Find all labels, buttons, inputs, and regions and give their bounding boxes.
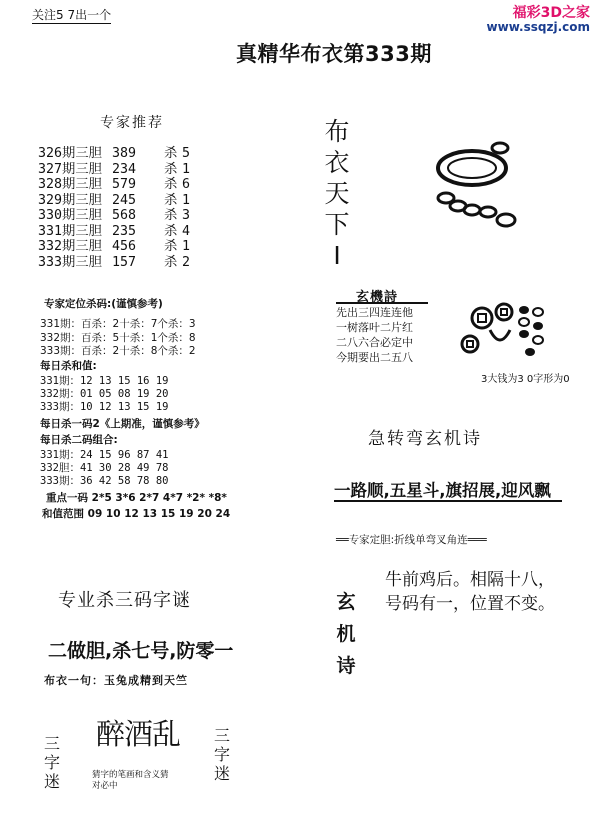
row-nums: 579	[112, 177, 137, 192]
vertical-poem-char: 玄	[336, 591, 356, 613]
row-kill-label: 杀	[164, 208, 178, 223]
recommend-row	[38, 255, 190, 271]
poem-line: 今期要出二五八	[336, 351, 413, 364]
position-kill-row: 332期：百杀：5十杀：1个杀：8	[40, 331, 196, 344]
recommend-title: 专家推荐	[100, 115, 164, 131]
coin-chain-illustration	[428, 138, 520, 238]
riddle-line: 二做胆,杀七号,防零一	[48, 640, 234, 662]
recommend-row	[38, 177, 190, 193]
riddle-note	[92, 770, 202, 792]
header-note: 关注5 7出一个	[32, 8, 112, 22]
kill-two-list	[40, 449, 168, 488]
sum-range-line: 和值范围 09 10 12 13 15 19 20 24	[42, 508, 231, 520]
illustration-caption: 3大钱为3 0字形为0	[481, 374, 570, 385]
kill-two-title: 每日杀二码组合:	[40, 434, 118, 446]
vertical-title-char: 天	[324, 179, 350, 208]
kill-one-line: 每日杀一码2《上期准，谨慎参考》	[40, 418, 205, 430]
poem-line: 二八六合必定中	[336, 336, 413, 349]
row-kill-label: 杀	[164, 146, 178, 161]
riddle-poem-line: 号码有一，位置不变。	[385, 594, 555, 614]
position-kill-title: 专家定位杀码:(谨慎参考)	[44, 298, 163, 310]
row-kill: 1	[182, 239, 191, 254]
label-char: 三	[43, 734, 60, 753]
riddle-chars: 醉酒乱	[96, 717, 181, 751]
vertical-poem-char: 机	[336, 623, 356, 645]
vertical-poem-label	[335, 586, 357, 682]
vertical-title-char: 衣	[324, 148, 350, 177]
poem-title: 玄機詩	[356, 290, 399, 305]
row-kill: 5	[182, 146, 191, 161]
key-group-line: 重点一码 2*5 3*6 2*7 4*7 *2* *8*	[46, 492, 227, 504]
row-kill: 3	[182, 208, 191, 223]
vertical-title-char: 布	[324, 117, 350, 146]
vertical-title-char: I	[333, 241, 341, 270]
row-kill: 6	[182, 177, 191, 192]
section2-title: 急转弯玄机诗	[368, 429, 482, 449]
recommend-row	[38, 239, 190, 255]
recommend-row	[38, 146, 190, 162]
row-kill-label: 杀	[164, 254, 178, 270]
label-char: 迷	[213, 764, 230, 783]
poem-title-underline	[336, 302, 428, 304]
row-nums: 157	[112, 254, 137, 270]
row-kill: 2	[182, 254, 191, 270]
row-kill-label: 杀	[164, 177, 178, 192]
riddle-note-line: 对必中	[92, 781, 118, 791]
recommend-row	[38, 162, 190, 178]
sum-kill-row: 332期：01 05 08 19 20	[40, 388, 169, 400]
slogan: 一路顺,五星斗,旗招展,迎风飘	[334, 481, 551, 500]
position-kill-row: 333期：百杀：2十杀：8个杀：2	[40, 345, 196, 357]
kill-two-row: 333期：36 42 58 78 80	[40, 475, 169, 487]
row-nums: 389	[112, 146, 137, 161]
row-kill: 1	[182, 161, 191, 177]
row-issue: 330期三胆	[38, 208, 102, 223]
label-char: 三	[213, 726, 230, 745]
recommend-row	[38, 224, 190, 240]
expert-gall-line: ══专家定胆:折线单弯叉角连═══	[336, 534, 487, 546]
coins-and-zero-illustration	[460, 300, 544, 362]
row-issue: 331期三胆	[38, 223, 102, 239]
kill-two-row: 331期：24 15 96 87 41	[40, 449, 169, 461]
poem-line: 一树落叶二片红	[336, 321, 413, 334]
riddle-subline: 布衣一句：玉兔成精到天竺	[44, 674, 188, 687]
riddle-left-label	[42, 734, 62, 791]
vertical-title	[322, 116, 352, 271]
row-issue: 332期三胆	[38, 239, 102, 254]
row-nums: 456	[112, 239, 137, 254]
position-kill-list	[40, 318, 196, 359]
page-title: 真精华布衣第333期	[236, 42, 432, 66]
poem-lines	[336, 305, 413, 365]
riddle-poem-line: 牛前鸡后。相隔十八，	[385, 570, 555, 590]
row-nums: 235	[112, 223, 137, 239]
row-kill-label: 杀	[164, 239, 178, 254]
recommend-row	[38, 193, 190, 209]
sum-kill-list	[40, 375, 168, 414]
sum-kill-row: 333期：10 12 13 15 19	[40, 401, 169, 413]
row-issue: 328期三胆	[38, 177, 102, 192]
row-nums: 234	[112, 161, 137, 177]
brand-logo-text[interactable]: 福彩3D之家	[512, 5, 590, 21]
sum-kill-title: 每日杀和值:	[40, 360, 97, 372]
row-issue: 327期三胆	[38, 161, 102, 177]
row-nums: 245	[112, 192, 137, 208]
label-char: 字	[213, 745, 230, 764]
row-kill-label: 杀	[164, 223, 178, 239]
position-kill-row: 331期：百杀：2十杀：7个杀：3	[40, 318, 196, 330]
kill-two-row: 332胆：41 30 28 49 78	[40, 462, 169, 474]
riddle-title: 专业杀三码字谜	[58, 590, 191, 611]
slogan-underline	[334, 500, 562, 502]
row-kill-label: 杀	[164, 192, 178, 208]
riddle-note-line: 猜字的笔画和含义猜	[92, 770, 169, 780]
label-char: 字	[43, 753, 60, 772]
row-issue: 333期三胆	[38, 254, 102, 270]
row-kill: 1	[182, 192, 191, 208]
row-kill-label: 杀	[164, 161, 178, 177]
sum-kill-row: 331期：12 13 15 16 19	[40, 375, 169, 387]
riddle-right-label	[212, 726, 232, 783]
recommend-row	[38, 208, 190, 224]
poem-line: 先出三四连连他	[336, 306, 413, 319]
vertical-poem-char: 诗	[336, 655, 356, 677]
row-kill: 4	[182, 223, 191, 239]
brand-url[interactable]: www.ssqzj.com	[486, 20, 590, 34]
riddle-poem	[385, 568, 555, 616]
row-issue: 329期三胆	[38, 192, 102, 208]
row-nums: 568	[112, 208, 137, 223]
recommend-list	[38, 146, 190, 270]
label-char: 迷	[43, 772, 60, 791]
vertical-title-char: 下	[324, 210, 350, 239]
row-issue: 326期三胆	[38, 146, 102, 161]
